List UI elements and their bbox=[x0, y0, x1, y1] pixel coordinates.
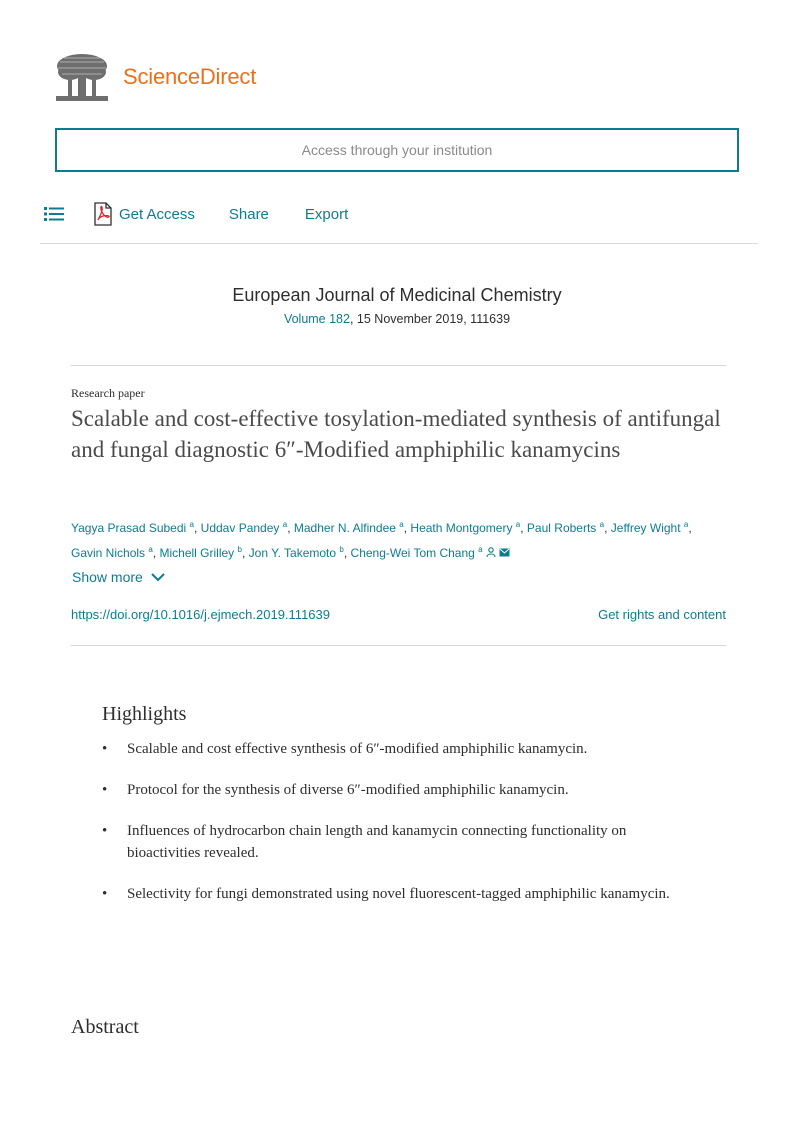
share-button[interactable]: Share bbox=[228, 205, 269, 223]
corresponding-author-icons[interactable] bbox=[483, 546, 511, 560]
author-link[interactable]: Jon Y. Takemoto bbox=[248, 546, 337, 560]
author-link[interactable]: Cheng-Wei Tom Chang bbox=[350, 546, 475, 560]
toolbar-divider bbox=[40, 243, 758, 244]
pdf-icon bbox=[92, 202, 114, 226]
affiliation-marker[interactable]: a bbox=[478, 545, 483, 554]
author-link[interactable]: Heath Montgomery bbox=[410, 521, 513, 535]
highlights-list bbox=[102, 738, 702, 905]
article-type: Research paper bbox=[71, 386, 145, 400]
affiliation-marker[interactable]: a bbox=[282, 520, 288, 529]
affiliation-marker[interactable]: a bbox=[683, 520, 689, 529]
author-link[interactable]: Jeffrey Wight bbox=[610, 521, 681, 535]
affiliation-marker[interactable]: a bbox=[399, 520, 404, 529]
list-item bbox=[102, 883, 692, 905]
list-icon bbox=[44, 206, 64, 222]
author-list: Yagya Prasad Subedi $^a$, Uddav Pandey $^a$, Madher N. Alfindee $^a$, Heath Montgomery $^a$, Paul Roberts $^a$, Jeffrey Wight $^a$, Gavin Nichols $^a$, Michell Grilley $^b$, Jon Y. Takemoto $^b$, Cheng-Wei Tom Chang $^a$ bbox=[71, 520, 692, 560]
author-link[interactable]: Michell Grilley bbox=[159, 546, 235, 560]
highlight-text: Scalable and cost effective synthesis of 6″-modified amphiphilic kanamycin. bbox=[127, 741, 588, 757]
list-item bbox=[102, 738, 702, 760]
bullet-icon: • bbox=[102, 886, 108, 902]
export-button[interactable]: Export bbox=[304, 205, 349, 223]
rights-link[interactable]: Get rights and content bbox=[598, 607, 726, 622]
highlights-heading: Highlights bbox=[102, 703, 187, 725]
email-icon bbox=[499, 548, 510, 557]
volume-details: , 15 November 2019, 111639 bbox=[349, 312, 511, 326]
list-item bbox=[102, 820, 692, 864]
volume-info bbox=[0, 312, 794, 326]
author-link[interactable]: Madher N. Alfindee bbox=[293, 521, 396, 535]
access-through-institution-button[interactable] bbox=[55, 128, 739, 172]
show-more-label: Show more bbox=[72, 569, 143, 585]
get-access-label: Get Access bbox=[119, 205, 195, 223]
show-more-button[interactable] bbox=[72, 569, 165, 585]
highlight-text: Protocol for the synthesis of diverse 6″-modified amphiphilic kanamycin. bbox=[127, 782, 569, 798]
affiliation-marker[interactable]: a bbox=[515, 520, 521, 529]
get-access-button[interactable] bbox=[92, 202, 195, 226]
author-link[interactable]: Uddav Pandey bbox=[200, 521, 280, 535]
doi-link[interactable]: https://doi.org/10.1016/j.ejmech.2019.111639 bbox=[71, 607, 330, 622]
divider bbox=[71, 365, 726, 366]
bullet-icon: • bbox=[102, 782, 108, 798]
affiliation-marker[interactable]: a bbox=[148, 545, 153, 554]
bullet-icon: • bbox=[102, 741, 108, 757]
highlight-text: Influences of hydrocarbon chain length and kanamycin connecting functionality on bioactivities revealed. bbox=[127, 823, 627, 861]
chevron-down-icon bbox=[151, 573, 165, 582]
affiliation-marker[interactable]: a bbox=[599, 520, 605, 529]
person-icon bbox=[486, 547, 496, 557]
abstract-heading: Abstract bbox=[71, 1016, 139, 1038]
highlight-text: Selectivity for fungi demonstrated using novel fluorescent-tagged amphiphilic kanamycin. bbox=[127, 886, 670, 902]
journal-title[interactable]: European Journal of Medicinal Chemistry bbox=[232, 285, 562, 305]
list-item bbox=[102, 779, 702, 801]
affiliation-marker[interactable]: b bbox=[339, 545, 344, 554]
access-label: Access through your institution bbox=[301, 142, 493, 158]
article-title: Scalable and cost-effective tosylation-mediated synthesis of antifungal and fungal diagnostic 6″-Modified amphiphilic kanamycins bbox=[71, 406, 721, 462]
divider bbox=[71, 645, 726, 646]
affiliation-marker[interactable]: b bbox=[237, 545, 242, 554]
outline-toggle[interactable] bbox=[44, 206, 64, 222]
author-link[interactable]: Paul Roberts bbox=[526, 521, 597, 535]
author-link[interactable]: Yagya Prasad Subedi bbox=[71, 521, 187, 535]
bullet-icon: • bbox=[102, 823, 108, 839]
author-link[interactable]: Gavin Nichols bbox=[71, 546, 146, 560]
affiliation-marker[interactable]: a bbox=[189, 520, 194, 529]
article-toolbar bbox=[44, 201, 348, 227]
elsevier-logo[interactable] bbox=[54, 50, 110, 104]
volume-link[interactable]: Volume 182 bbox=[283, 312, 350, 326]
sciencedirect-brand[interactable]: ScienceDirect bbox=[123, 64, 257, 89]
